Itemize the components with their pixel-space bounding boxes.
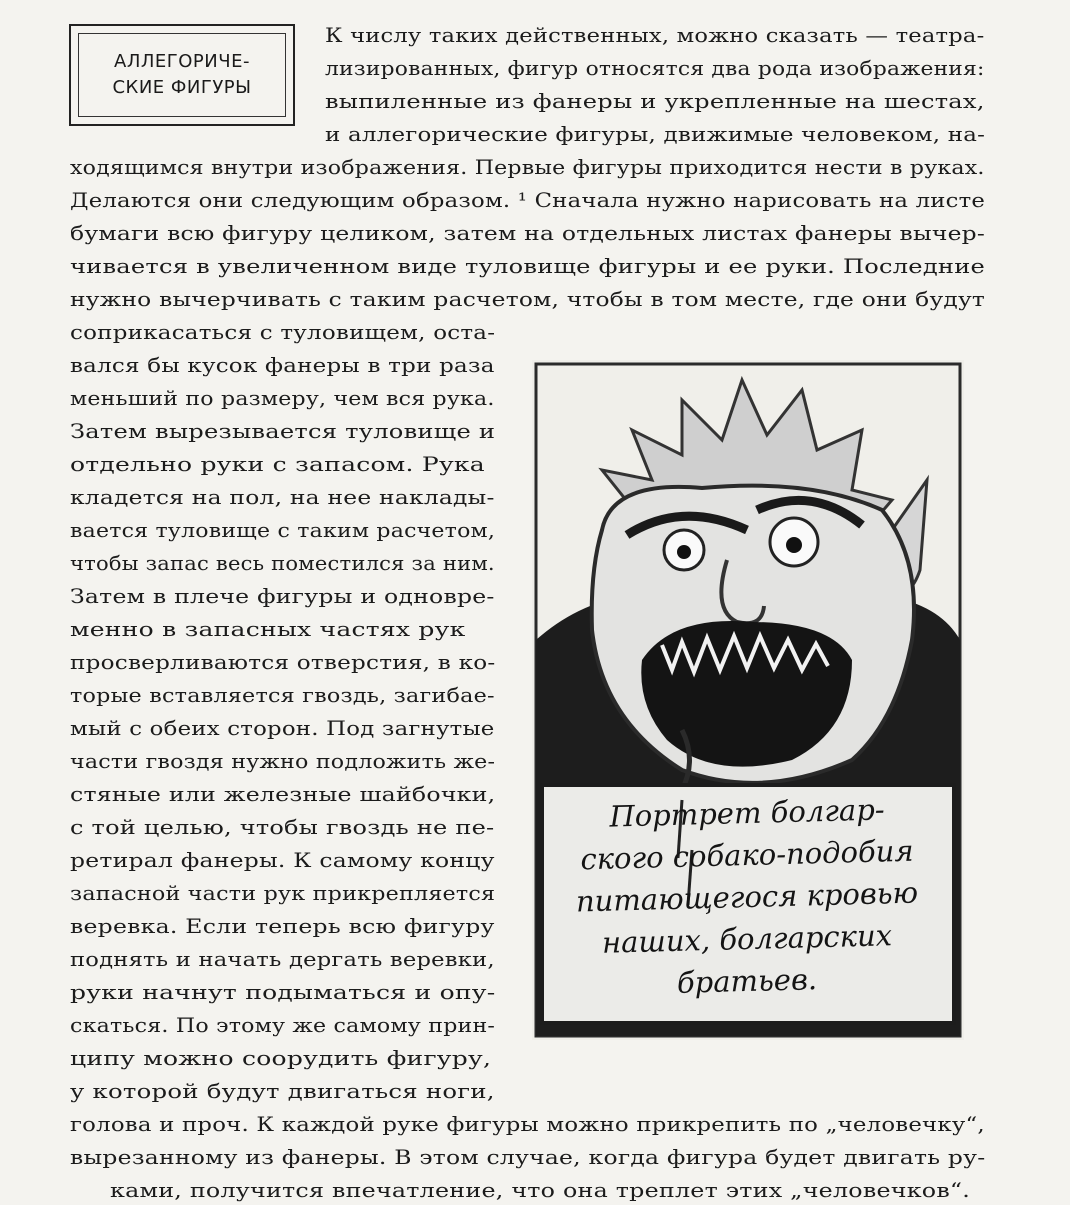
text-line: выпиленные из фанеры и укрепленные на шестах, — [325, 89, 985, 113]
caption-line: наших, болгарских — [601, 918, 893, 960]
left-pupil — [677, 545, 691, 559]
text-line: у которой будут двигаться ноги, — [70, 1079, 495, 1103]
text-line: Затем вырезывается туловище и — [70, 419, 496, 443]
caption-line: питающегося кровью — [575, 875, 919, 919]
text-line: вается туловище с таким расчетом, — [70, 518, 496, 542]
text-line: ципу можно соорудить фигуру, — [70, 1046, 492, 1070]
text-line: части гвоздя нужно подложить же- — [70, 749, 496, 773]
text-line: отдельно руки с запасом. Рука — [70, 452, 485, 476]
side-heading-title: АЛЛЕГОРИЧЕ- СКИЕ ФИГУРЫ — [112, 51, 252, 98]
caption-line: Портрет болгар- — [608, 792, 885, 834]
text-line: ретирал фанеры. К самому концу — [70, 848, 495, 872]
text-line: чивается в увеличенном виде туловище фигуры и ее руки. Последние — [70, 254, 986, 278]
text-line: просверливаются отверстия, в ко- — [70, 650, 496, 674]
text-line: веревка. Если теперь всю фигуру — [70, 914, 495, 938]
text-line: и аллегорические фигуры, движимые человеком, на- — [325, 122, 986, 146]
caption-line: ского собако-подобия — [580, 833, 914, 877]
text-line: ками, получится впечатление, что она треплет этих „человечков“. — [110, 1178, 971, 1202]
text-line: соприкасаться с туловищем, оста- — [70, 320, 496, 344]
text-line: мый с обеих сторон. Под загнутые — [70, 716, 495, 740]
text-line: с той целью, чтобы гвоздь не пе- — [70, 815, 495, 839]
text-line: меньший по размеру, чем вся рука. — [70, 386, 495, 410]
text-line: ходящимся внутри изображения. Первые фигуры приходится нести в руках. — [70, 155, 985, 179]
caption-line: братьев. — [676, 962, 818, 1000]
text-line: Затем в плече фигуры и одновре- — [70, 584, 495, 608]
text-line: чтобы запас весь поместился за ним. — [70, 551, 495, 575]
text-line: запасной части рук прикрепляется — [70, 881, 496, 905]
text-line: поднять и начать дергать веревки, — [70, 947, 495, 971]
section-side-heading-box — [69, 24, 295, 126]
text-line: стяные или железные шайбочки, — [70, 782, 496, 806]
text-line: Делаются они следующим образом. ¹ Сначала нужно нарисовать на листе — [70, 188, 986, 212]
caricature-poster-image — [532, 360, 964, 1040]
text-line: руки начнут подыматься и опу- — [70, 980, 496, 1004]
text-line: вался бы кусок фанеры в три раза — [70, 353, 495, 377]
text-line: лизированных, фигур относятся два рода изображения: — [325, 56, 985, 80]
right-pupil — [786, 537, 802, 553]
text-line: менно в запасных частях рук — [70, 617, 466, 641]
text-line: вырезанному из фанеры. В этом случае, когда фигура будет двигать ру- — [70, 1145, 986, 1169]
text-line: кладется на пол, на нее наклады- — [70, 485, 495, 509]
caption-plate — [542, 785, 954, 1023]
text-line: К числу таких действенных, можно сказать — театра- — [325, 23, 985, 47]
text-line: голова и проч. К каждой руке фигуры можно прикрепить по „человечку“, — [70, 1112, 985, 1136]
text-line: бумаги всю фигуру целиком, затем на отдельных листах фанеры вычер- — [70, 221, 986, 245]
text-line: скаться. По этому же самому прин- — [70, 1013, 496, 1037]
text-line: торые вставляется гвоздь, загибае- — [70, 683, 495, 707]
poster-illustration — [532, 360, 964, 1040]
text-line: нужно вычерчивать с таким расчетом, чтобы в том месте, где они будут — [70, 287, 986, 311]
